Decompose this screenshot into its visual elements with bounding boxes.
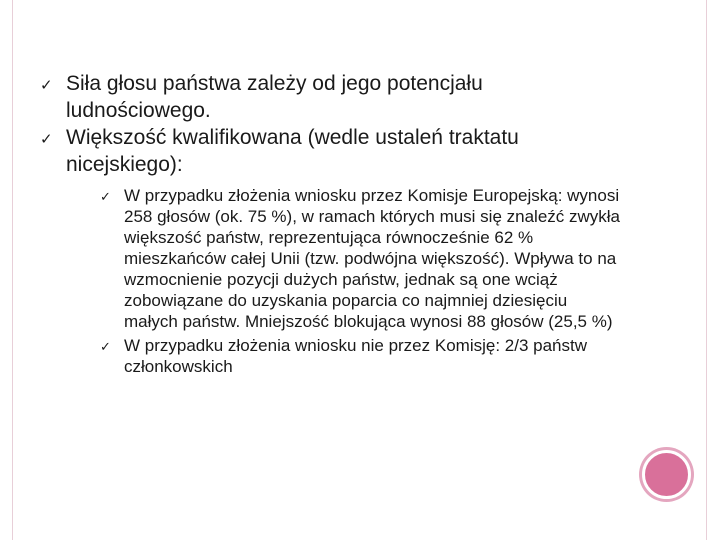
checkmark-icon: ✓ bbox=[100, 189, 111, 204]
sub-bullet-text: W przypadku złożenia wniosku nie przez Komisję: 2/3 państw członkowskich bbox=[124, 336, 587, 376]
decorative-circle bbox=[642, 450, 691, 499]
checkmark-icon: ✓ bbox=[40, 77, 53, 94]
checkmark-icon: ✓ bbox=[40, 131, 53, 148]
slide-content bbox=[40, 70, 621, 377]
sub-bullet-item bbox=[95, 185, 624, 332]
bullet-text: Większość kwalifikowana (wedle ustaleń traktatu nicejskiego): bbox=[66, 126, 519, 176]
bullet-item bbox=[40, 124, 600, 178]
bullet-text: Siła głosu państwa zależy od jego potencjału ludnościowego. bbox=[66, 72, 483, 122]
bullet-item bbox=[40, 70, 600, 124]
sub-bullet-text: W przypadku złożenia wniosku przez Komisje Europejską: wynosi 258 głosów (ok. 75 %), w ramach których musi się znaleźć zwykła większość państw, reprezentująca równocześnie 62 % mieszkańców całej Unii (tzw. podwójna większość). Wpływa to na wzmocnienie pozycji dużych państw, jednak są one wciąż zobowiązane do uzyskania poparcia co najmniej dziesięciu małych państw. Mniejszość blokująca wynosi 88 głosów (25,5 %) bbox=[124, 186, 621, 331]
checkmark-icon: ✓ bbox=[100, 339, 111, 354]
sub-bullet-item bbox=[95, 335, 624, 377]
